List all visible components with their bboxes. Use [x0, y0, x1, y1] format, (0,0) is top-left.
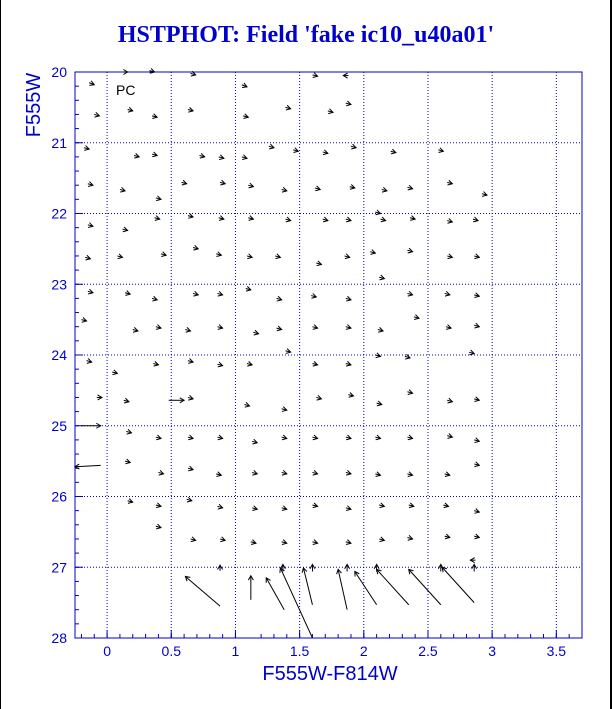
vector-arrow	[243, 114, 248, 119]
vector-arrow	[447, 434, 452, 439]
y-axis-label: F555W	[23, 72, 45, 138]
vector-arrow	[248, 216, 253, 221]
vector-arrow	[220, 180, 225, 185]
vector-arrow	[351, 144, 356, 149]
vector-arrow	[445, 534, 450, 539]
vector-arrow	[193, 291, 198, 296]
vector-arrow	[125, 459, 130, 464]
y-tick-label: 24	[51, 347, 67, 363]
vector-arrow	[89, 81, 94, 86]
vector-arrow	[219, 216, 224, 221]
vector-arrow	[242, 83, 247, 88]
vector-arrow	[156, 503, 161, 508]
vector-arrow	[407, 185, 412, 190]
y-tick-label: 27	[51, 559, 67, 576]
vector-arrow	[156, 524, 161, 529]
x-tick-label: 0	[103, 643, 111, 659]
vector-arrow	[379, 275, 384, 280]
vector-arrow	[377, 569, 409, 604]
vector-arrow	[88, 223, 93, 228]
vector-arrow	[282, 435, 287, 440]
vector-arrow	[375, 210, 380, 215]
vector-arrow	[302, 568, 312, 605]
vector-arrow	[316, 261, 321, 266]
y-tick-label: 25	[51, 417, 67, 434]
plot-frame	[75, 72, 582, 638]
vector-arrow	[286, 217, 291, 222]
vector-arrow	[345, 254, 350, 259]
vector-arrow	[379, 537, 384, 542]
arrow-shaft	[338, 569, 347, 609]
vector-arrow	[133, 327, 138, 332]
vector-arrow	[282, 187, 287, 192]
vector-arrow	[217, 325, 222, 330]
vector-arrow	[193, 245, 198, 250]
vector-arrow	[252, 439, 257, 444]
x-tick-label: 1.5	[289, 643, 310, 659]
vector-arrow	[152, 114, 157, 119]
vector-arrow	[474, 254, 479, 259]
vector-arrow	[161, 252, 166, 257]
pc-annotation: PC	[116, 82, 136, 98]
vector-arrow	[443, 503, 448, 508]
vector-arrow	[247, 361, 252, 366]
vector-arrow	[188, 359, 193, 364]
vector-arrow	[128, 499, 133, 504]
vector-arrow	[346, 325, 351, 330]
vector-arrow	[216, 252, 221, 257]
vector-arrow	[246, 286, 251, 291]
vector-arrow	[474, 534, 479, 539]
vector-arrow	[407, 248, 412, 253]
vector-arrow	[350, 184, 355, 189]
arrow-shaft	[75, 465, 101, 466]
x-tick-label: 1	[231, 643, 240, 659]
arrow-shaft	[355, 571, 377, 604]
vector-arrow	[312, 503, 317, 508]
vector-arrow	[247, 254, 252, 259]
x-tick-label: 0.5	[161, 643, 182, 659]
vector-arrow	[282, 470, 287, 475]
arrow-shaft	[377, 569, 409, 604]
y-tick-label: 28	[51, 630, 67, 646]
vector-arrow	[244, 402, 249, 407]
vector-arrow	[81, 423, 100, 428]
vector-arrow	[280, 568, 313, 638]
vector-arrow	[391, 149, 396, 154]
vector-arrow	[156, 196, 161, 201]
vector-arrow	[337, 569, 347, 609]
vector-arrow	[312, 325, 317, 330]
vector-arrow	[97, 395, 102, 400]
vector-arrow	[187, 497, 192, 502]
vector-arrow	[445, 472, 450, 477]
vector-arrow	[252, 470, 257, 475]
vector-arrow	[84, 146, 89, 151]
arrow-layer	[75, 68, 487, 638]
vector-arrow	[377, 401, 382, 406]
vector-arrow	[75, 464, 101, 469]
vector-arrow	[414, 315, 419, 320]
vector-arrow	[343, 73, 348, 78]
vector-arrow	[122, 70, 127, 75]
vector-arrow	[409, 569, 441, 604]
vector-arrow	[152, 296, 157, 301]
vector-arrow	[312, 361, 317, 366]
arrow-shaft	[185, 576, 220, 606]
vector-arrow	[348, 392, 353, 397]
vector-arrow	[346, 435, 351, 440]
vector-arrow	[269, 144, 274, 149]
vector-arrow	[185, 327, 190, 332]
x-tick-label: 2	[359, 643, 368, 659]
vector-arrow	[87, 359, 92, 364]
vector-arrow	[217, 362, 222, 367]
vector-arrow	[407, 390, 412, 395]
y-tick-label: 22	[51, 205, 67, 222]
vector-arrow	[252, 506, 257, 511]
vector-arrow	[409, 503, 414, 508]
vector-arrow	[219, 155, 224, 160]
vector-arrow	[473, 217, 478, 222]
chart-title: HSTPHOT: Field 'fake ic10_u40a01'	[117, 22, 495, 48]
vector-arrow	[217, 291, 222, 296]
vector-arrow	[346, 361, 351, 366]
vector-arrow	[447, 218, 452, 223]
vector-arrow	[474, 293, 479, 298]
vector-arrow	[378, 327, 383, 332]
y-tick-label: 26	[51, 488, 67, 505]
vector-arrow	[112, 370, 117, 375]
vector-arrow	[200, 153, 205, 158]
vector-arrow	[218, 565, 223, 571]
vector-arrow	[323, 217, 328, 222]
vector-arrow	[447, 254, 452, 259]
tick-layer	[51, 64, 569, 659]
vector-arrow	[149, 68, 154, 73]
arrow-shaft	[280, 568, 312, 638]
vector-arrow	[323, 150, 328, 155]
x-axis-label: F555W-F814W	[262, 663, 398, 685]
vector-arrow	[282, 407, 287, 412]
vector-arrow	[312, 540, 317, 545]
vector-arrow	[188, 435, 193, 440]
vector-arrow	[346, 470, 351, 475]
vector-arrow	[407, 435, 412, 440]
vector-arrow	[346, 506, 351, 511]
vector-arrow	[446, 325, 451, 330]
vector-arrow	[474, 462, 479, 467]
page-border-left	[0, 0, 1, 709]
vector-arrow	[380, 217, 385, 222]
vector-arrow	[410, 216, 415, 221]
vector-arrow	[156, 325, 161, 330]
vector-arrow	[156, 435, 161, 440]
vector-arrow	[188, 107, 193, 112]
vector-arrow	[447, 180, 452, 185]
vector-arrow	[482, 192, 487, 197]
vector-arrow	[85, 255, 90, 260]
vector-arrow	[474, 509, 479, 514]
vector-arrow	[447, 398, 452, 403]
vector-arrow	[94, 112, 99, 117]
vector-arrow	[282, 506, 287, 511]
vector-arrow	[120, 187, 125, 192]
vector-arrow	[251, 540, 256, 545]
vector-arrow	[277, 326, 282, 331]
vector-arrow	[438, 148, 443, 153]
y-tick-label: 23	[51, 276, 67, 293]
vector-arrow	[355, 571, 377, 604]
vector-arrow	[312, 470, 317, 475]
y-tick-label: 20	[51, 64, 67, 80]
vector-arrow	[188, 466, 193, 471]
vector-arrow	[266, 578, 284, 610]
vector-arrow	[253, 330, 258, 335]
vector-arrow	[346, 217, 351, 222]
vector-arrow	[122, 227, 127, 232]
vector-arrow	[346, 540, 351, 545]
vector-arrow	[248, 576, 253, 600]
vector-arrow	[155, 216, 160, 221]
vector-arrow	[470, 558, 475, 563]
x-tick-label: 3	[488, 643, 497, 659]
x-tick-label: 3.5	[546, 643, 567, 659]
vector-arrow	[286, 349, 291, 354]
vector-arrow	[316, 395, 321, 400]
vector-arrow	[310, 564, 315, 571]
y-tick-label: 21	[51, 134, 67, 151]
vector-arrow	[277, 296, 282, 301]
vector-arrow	[185, 576, 220, 606]
vector-arrow	[312, 435, 317, 440]
vector-arrow	[248, 183, 253, 188]
vector-arrow	[282, 540, 287, 545]
vector-arrow	[370, 250, 375, 255]
vector-arrow	[81, 317, 86, 322]
vector-arrow	[407, 291, 412, 296]
grid-layer	[75, 72, 582, 638]
vector-arrow	[346, 101, 351, 106]
vector-arrow	[275, 254, 280, 259]
arrow-shaft	[442, 567, 474, 602]
arrow-shaft	[409, 569, 441, 604]
vector-arrow	[469, 350, 474, 355]
vector-arrow	[88, 289, 93, 294]
x-tick-label: 2.5	[418, 643, 438, 659]
vector-arrow	[134, 153, 139, 158]
vector-arrow	[375, 353, 380, 358]
vector-arrow	[88, 182, 93, 187]
vector-arrow	[375, 472, 380, 477]
vector-arrow	[293, 148, 298, 153]
vector-arrow	[379, 503, 384, 508]
vector-arrow	[153, 361, 158, 366]
vector-arrow	[382, 187, 387, 192]
vector-arrow	[216, 472, 221, 477]
vector-arrow	[474, 438, 479, 443]
vector-arrow	[188, 213, 193, 218]
vector-arrow	[474, 323, 479, 328]
vector-arrow	[242, 155, 247, 160]
arrow-shaft	[266, 578, 284, 610]
vector-arrow	[158, 470, 163, 475]
vector-arrow	[182, 180, 187, 185]
vector-arrow	[407, 472, 412, 477]
vector-arrow	[375, 435, 380, 440]
vector-arrow	[407, 535, 412, 540]
vector-arrow	[442, 567, 474, 602]
vector-arrow	[117, 254, 122, 259]
vector-arrow	[474, 397, 479, 402]
arrow-shaft	[303, 568, 312, 605]
vector-arrow	[217, 504, 222, 509]
vector-arrow	[286, 105, 291, 110]
vector-arrow	[188, 395, 193, 400]
vector-arrow	[124, 398, 129, 403]
vector-arrow	[311, 293, 316, 298]
vector-arrow	[315, 186, 320, 191]
vector-arrow	[128, 107, 133, 112]
vector-arrow	[126, 429, 131, 434]
vector-arrow	[345, 564, 350, 571]
vector-arrow	[328, 109, 333, 114]
vector-arrow	[472, 564, 477, 571]
vector-arrow	[346, 296, 351, 301]
vector-arrow	[312, 73, 317, 78]
vector-arrow	[217, 435, 222, 440]
vector-arrow	[445, 291, 450, 296]
vector-arrow	[191, 537, 196, 542]
vector-arrow	[152, 152, 157, 157]
vector-arrow	[220, 537, 225, 542]
vector-arrow	[125, 291, 130, 296]
